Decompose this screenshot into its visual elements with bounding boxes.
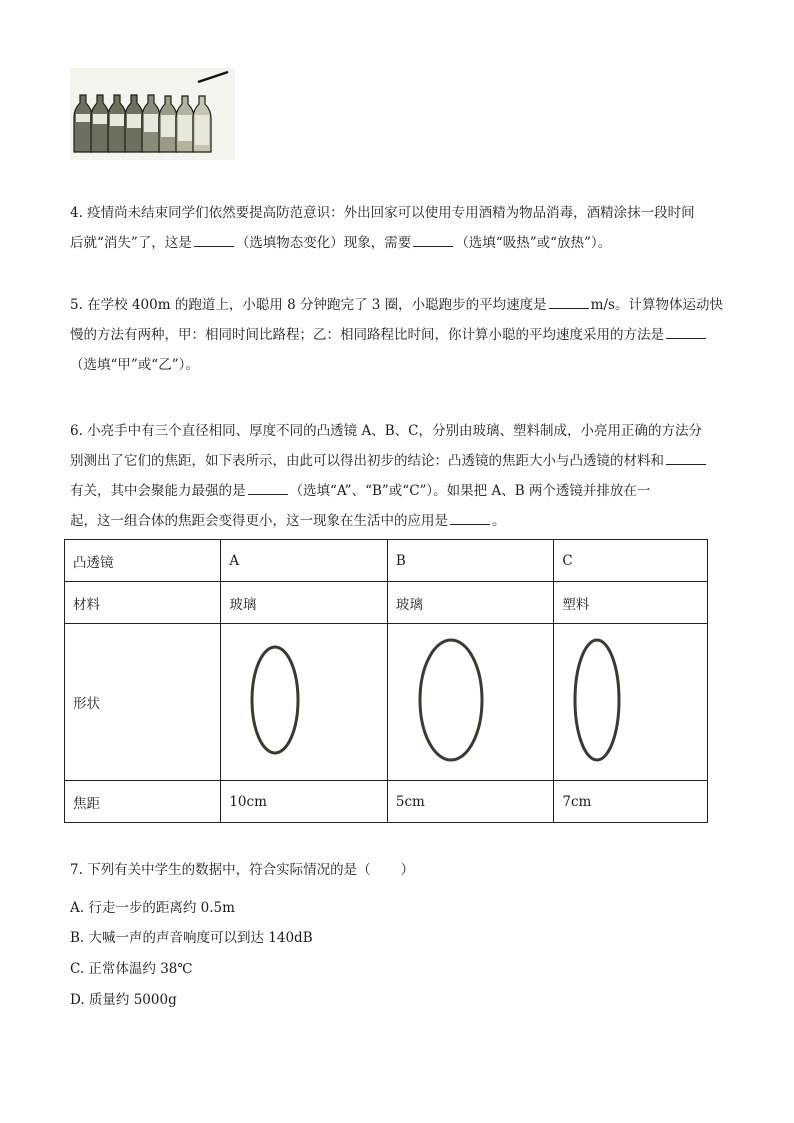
- answer-blank: [248, 480, 288, 495]
- question-4: [70, 198, 725, 258]
- q5-line1-b: m/s。计算物体运动快: [590, 297, 723, 313]
- lens-b-outline: [396, 630, 536, 770]
- q7-stem-b: ）: [400, 862, 415, 878]
- option-d: D. 质量约 5000g: [70, 992, 177, 1008]
- answer-blank: [666, 324, 706, 339]
- table-cell: 凸透镜: [65, 540, 221, 582]
- question-5: [70, 290, 725, 380]
- q4-line2-b: （选填物态变化）现象，需要: [235, 235, 412, 251]
- table-cell: 玻璃: [221, 582, 388, 624]
- q4-line2-c: （选填“吸热”或“放热”）。: [455, 235, 612, 251]
- table-cell: A: [221, 540, 388, 582]
- q5-line3: （选填“甲”或“乙”）。: [70, 357, 199, 373]
- lens-a-outline: [229, 630, 369, 770]
- q6-line2-a: 别测出了它们的焦距，如下表所示，由此可以得出初步的结论：凸透镜的焦距大小与凸透镜的材料和: [70, 453, 664, 469]
- table-cell: 7cm: [554, 781, 708, 823]
- answer-blank: [549, 294, 589, 309]
- q4-line1: 4. 疫情尚未结束同学们依然要提高防范意识：外出回家可以使用专用酒精为物品消毒，酒精涂抹一段时间: [70, 205, 695, 221]
- answer-blank: [194, 232, 234, 247]
- table-cell: 5cm: [387, 781, 554, 823]
- question-6: [70, 416, 725, 536]
- q6-line1: 6. 小亮手中有三个直径相同、厚度不同的凸透镜 A、B、C，分别由玻璃、塑料制成，小亮用正确的方法分: [70, 423, 702, 439]
- q6-line3-a: 有关，其中会聚能力最强的是: [70, 483, 246, 499]
- table-cell: [387, 624, 554, 781]
- table-row: [65, 624, 708, 781]
- question-7: [70, 855, 725, 885]
- table-cell: 塑料: [554, 582, 708, 624]
- lens-table: [64, 539, 708, 823]
- table-cell: C: [554, 540, 708, 582]
- answer-blank: [413, 232, 453, 247]
- answer-blank: [666, 450, 706, 465]
- option-c: C. 正常体温约 38℃: [70, 961, 193, 977]
- table-cell: 玻璃: [387, 582, 554, 624]
- option-a: A. 行走一步的距离约 0.5m: [70, 900, 235, 916]
- answer-blank: [450, 510, 490, 525]
- lens-c-outline: [562, 630, 692, 770]
- table-cell: 焦距: [65, 781, 221, 823]
- table-cell: 形状: [65, 624, 221, 781]
- bottles-figure: [70, 68, 235, 160]
- q6-line3-b: （选填“A”、“B”或“C”）。如果把 A、B 两个透镜并排放在一: [289, 483, 651, 499]
- table-cell: 材料: [65, 582, 221, 624]
- q6-line4-a: 起，这一组合体的焦距会变得更小，这一现象在生活中的应用是: [70, 513, 448, 529]
- table-cell: B: [387, 540, 554, 582]
- q7-stem-a: 7. 下列有关中学生的数据中，符合实际情况的是（: [70, 862, 371, 878]
- q4-line2-a: 后就“消失”了，这是: [70, 235, 192, 251]
- table-row: [65, 781, 708, 823]
- q5-line1-a: 5. 在学校 400m 的跑道上，小聪用 8 分钟跑完了 3 圈，小聪跑步的平均速度是: [70, 297, 547, 313]
- option-b: B. 大喊一声的声音响度可以到达 140dB: [70, 930, 313, 946]
- table-cell: [221, 624, 388, 781]
- table-cell: 10cm: [221, 781, 388, 823]
- table-cell: [554, 624, 708, 781]
- q6-line4-b: 。: [492, 513, 506, 529]
- q5-line2-a: 慢的方法有两种，甲：相同时间比路程；乙：相同路程比时间，你计算小聪的平均速度采用的方法是: [70, 327, 664, 343]
- table-row: [65, 582, 708, 624]
- table-row: [65, 540, 708, 582]
